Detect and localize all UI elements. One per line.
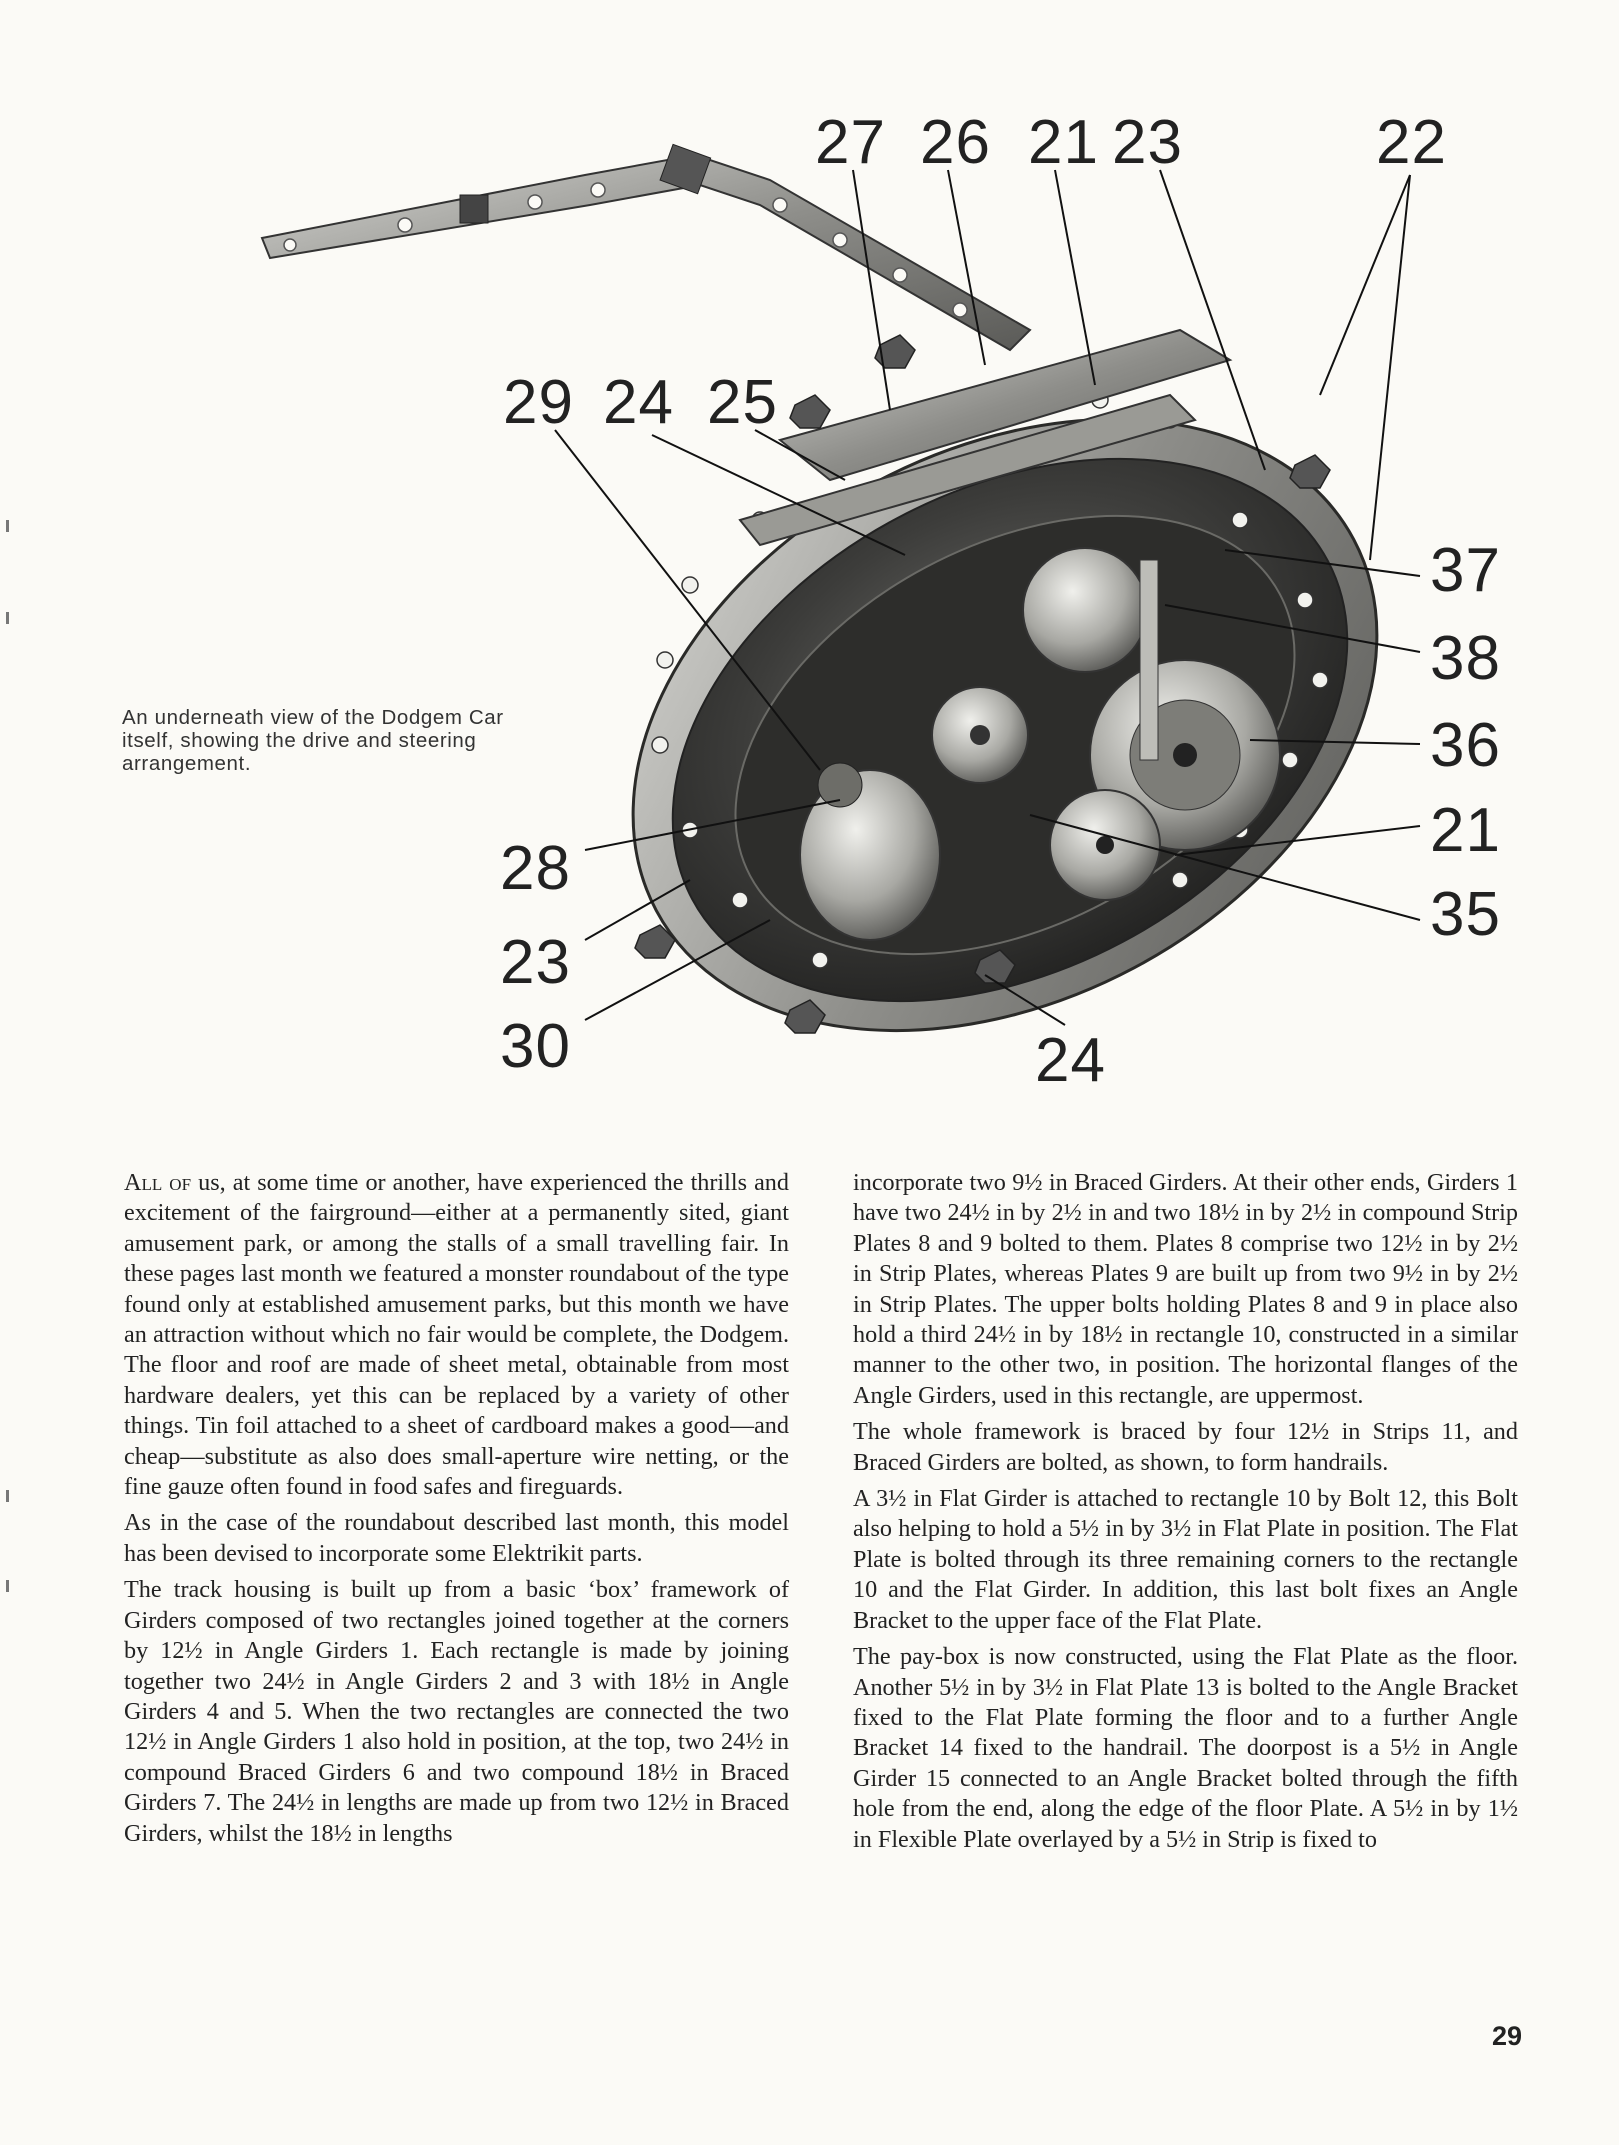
binding-mark [6, 520, 9, 532]
callout-38: 38 [1430, 624, 1501, 693]
article-column-left [124, 1168, 789, 1855]
callout-36: 36 [1430, 711, 1501, 780]
paragraph: The track housing is built up from a basic ‘box’ framework of Girders composed of two rectangles joined together at the corners by 12½ in Angle Girders 1. Each rectangle is made by joining together two 24½ in Angle Girders 2 and 3 with 18½ in Angle Girders 4 and 5. When the two rectangles are connected the two 12½ in Angle Girders 1 also hold in position, at the top, two 24½ in compound Braced Girders 6 and two compound 18½ in Braced Girders 7. The 24½ in lengths are made up from two 12½ in Braced Girders, whilst the 18½ in lengths [124, 1576, 789, 1847]
callout-35: 35 [1430, 880, 1501, 949]
callout-28: 28 [500, 834, 571, 903]
page-number: 29 [1492, 2021, 1523, 2051]
binding-mark [6, 1580, 9, 1592]
article-column-right [853, 1168, 1518, 1861]
callout-27: 27 [815, 108, 886, 177]
paragraph: As in the case of the roundabout described last month, this model has been devised to incorporate some Elektrikit parts. [124, 1509, 789, 1567]
lead-in: All of [124, 1169, 192, 1196]
callout-26: 26 [920, 108, 991, 177]
callout-30: 30 [500, 1012, 571, 1081]
callout-37: 37 [1430, 536, 1501, 605]
figure-caption: An underneath view of the Dodgem Car itself, showing the drive and steering arrangement. [122, 706, 504, 775]
steering-strip [262, 144, 1030, 350]
paragraph [124, 1168, 789, 1502]
callout-24: 24 [603, 368, 674, 437]
paragraph: incorporate two 9½ in Braced Girders. At their other ends, Girders 1 have two 24½ in by 2½ in and two 18½ in by 2½ in compound Strip Plates 8 and 9 bolted to them. Plates 8 comprise two 12½ in by 2½ in Strip Plates, whereas Plates 9 are built up from two 9½ in by 2½ in Strip Plates. The upper bolts holding Plates 8 and 9 in place also hold a third 24½ in by 18½ in rectangle 10, constructed in a similar manner to the other two, in position. The horizontal flanges of the Angle Girders, used in this rectangle, are uppermost. [853, 1169, 1518, 1409]
callout-29: 29 [503, 368, 574, 437]
callout-23b: 23 [500, 928, 571, 997]
paragraph: The whole framework is braced by four 12½ in Strips 11, and Braced Girders are bolted, as shown, to form handrails. [853, 1418, 1518, 1476]
callout-25: 25 [707, 368, 778, 437]
callout-21: 21 [1028, 108, 1099, 177]
callout-22: 22 [1376, 108, 1447, 177]
binding-mark [6, 612, 9, 624]
callout-23: 23 [1112, 108, 1183, 177]
callout-21b: 21 [1430, 796, 1501, 865]
paragraph-text: us, at some time or another, have experienced the thrills and excitement of the fairground—either at a permanently sited, giant amusement park, or among the stalls of a small travelling fair. In these pages last month we featured a monster roundabout of the type found only at established amusement parks, but this month we have an attraction without which no fair would be complete, the Dodgem. The floor and roof are made of sheet metal, obtainable from most hardware dealers, yet this can be replaced by a variety of other things. Tin foil attached to a sheet of cardboard makes a good—and cheap—substitute as also does small-aperture wire netting, or the fine gauze often found in food safes and fireguards. [124, 1169, 789, 1501]
callout-24b: 24 [1035, 1026, 1106, 1095]
binding-mark [6, 1490, 9, 1502]
paragraph: The pay-box is now constructed, using the Flat Plate as the floor. Another 5½ in by 3½ in Flat Plate 13 is bolted to the Angle Bracket fixed to the Flat Plate forming the floor and to a further Angle Bracket 14 fixed to the handrail. The doorpost is a 5½ in Angle Girder 15 connected to an Angle Bracket bolted through the fifth hole from the end, along the edge of the floor Plate. A 5½ in by 1½ in Flexible Plate overlayed by a 5½ in Strip is fixed to [853, 1643, 1518, 1853]
paragraph: A 3½ in Flat Girder is attached to rectangle 10 by Bolt 12, this Bolt also helping to hold a 5½ in by 3½ in Flat Plate in position. The Flat Plate is bolted through its three remaining corners to the rectangle 10 and the Flat Girder. In addition, this last bolt fixes an Angle Bracket to the upper face of the Flat Plate. [853, 1485, 1518, 1634]
